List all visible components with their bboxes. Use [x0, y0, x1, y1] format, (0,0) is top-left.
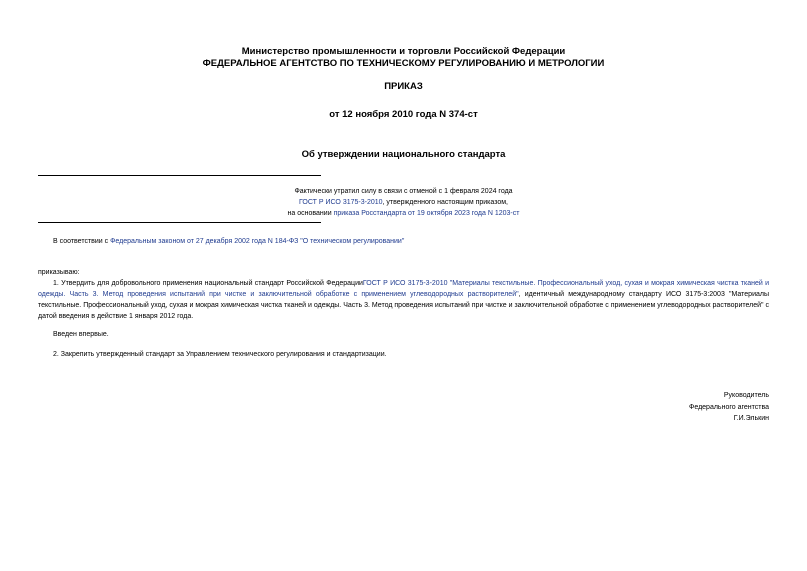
rosstandart-order-link[interactable]: приказа Росстандарта от 19 октября 2023 года N 1203-ст	[333, 210, 520, 217]
order-word: приказываю:	[38, 269, 80, 276]
status-note-line2	[0, 197, 807, 208]
document-subject: Об утверждении национального стандарта	[301, 149, 506, 160]
gost-link[interactable]: ГОСТ Р ИСО 3175-3-2010	[299, 199, 383, 206]
item-1-text-a: 1. Утвердить для добровольного применения национальный стандарт Российской Федерации	[53, 280, 363, 287]
signature-agency: Федерального агентства	[689, 403, 769, 411]
introduced-note: Введен впервые.	[53, 331, 109, 338]
agency-name: ФЕДЕРАЛЬНОЕ АГЕНТСТВО ПО ТЕХНИЧЕСКОМУ РЕГУЛИРОВАНИЮ И МЕТРОЛОГИИ	[202, 58, 605, 69]
item-2: 2. Закрепить утвержденный стандарт за Управлением технического регулирования и стандартизации.	[53, 351, 387, 358]
document-type: ПРИКАЗ	[384, 81, 423, 92]
status-note	[0, 186, 807, 219]
signature-name: Г.И.Элькин	[733, 415, 769, 422]
top-divider	[38, 175, 321, 176]
preamble	[38, 236, 769, 247]
status-note-line3-text: на основании	[287, 210, 334, 217]
ministry-name: Министерство промышленности и торговли Российской Федерации	[241, 46, 566, 57]
signature-title: Руководитель	[723, 392, 769, 399]
document-date-number: от 12 ноября 2010 года N 374-ст	[329, 109, 478, 120]
federal-law-link[interactable]: Федеральным законом от 27 декабря 2002 года N 184-ФЗ "О техническом регулировании"	[110, 238, 405, 245]
bottom-divider	[38, 222, 321, 223]
item-1-text-b: , идентичный международному стандарту ИСО 3175-3:2003 "Материалы текстильные. Профессиональный уход, сухая и мокрая химическая чистка тканей и одежды. Часть 3. Метод проведения испытаний при чистке и заключительной обработке с применением углеводородных растворителей" с датой введения в действие 1 января 2012 года.	[38, 291, 769, 320]
status-note-line3	[0, 208, 807, 219]
status-note-line2-text: , утвержденного настоящим приказом,	[382, 199, 508, 206]
item-1	[38, 278, 769, 322]
standard-link[interactable]: ГОСТ Р ИСО 3175-3-2010 "Материалы текстильные. Профессиональный уход, сухая и мокрая химическая чистка тканей и одежды. Часть 3. Метод проведения испытаний при чистке и заключительной обработке с применением углеводородных растворителей"	[38, 280, 769, 298]
status-note-line1: Фактически утратил силу в связи с отменой с 1 февраля 2024 года	[294, 188, 513, 195]
preamble-text: В соответствии с	[53, 238, 111, 245]
signature-block	[689, 390, 769, 425]
